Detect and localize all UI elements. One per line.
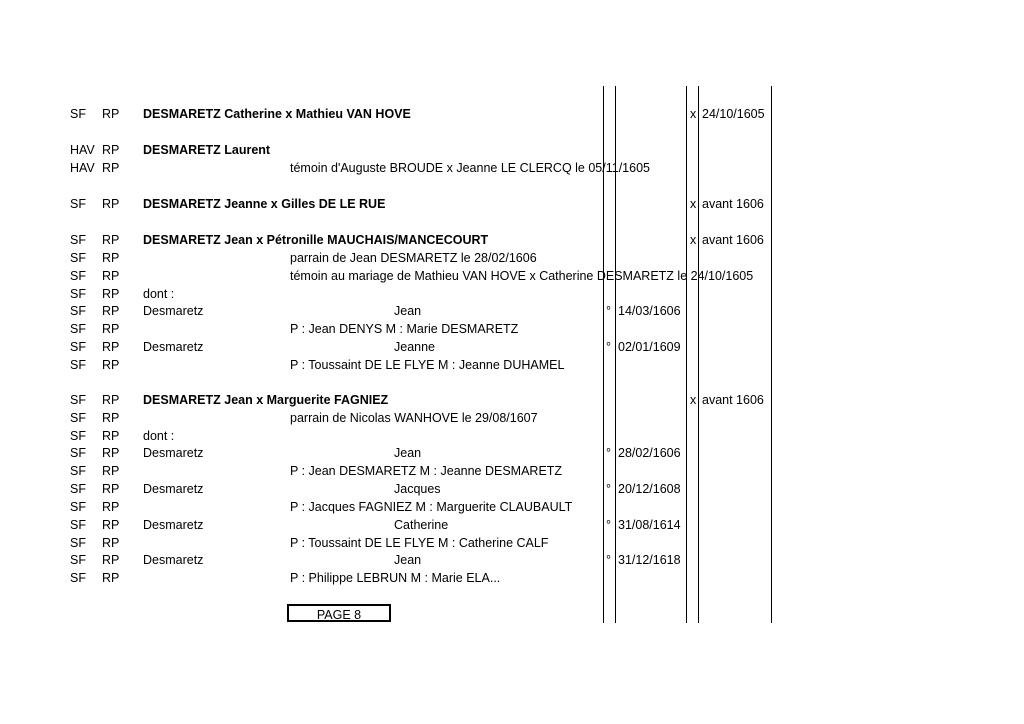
marriage-mark: x [690,233,697,247]
origin-code: SF [70,571,86,585]
origin-code: SF [70,553,86,567]
origin-code: SF [70,446,86,460]
origin-code: SF [70,536,86,550]
marriage-mark: x [690,107,697,121]
source-code: RP [102,446,120,460]
child-surname: Desmaretz [143,518,204,532]
table-row [0,391,1024,409]
entry-heading: DESMARETZ Jean x Marguerite FAGNIEZ [143,393,389,407]
child-firstname: Jacques [394,482,441,496]
source-code: RP [102,571,120,585]
entry-detail: P : Jean DESMARETZ M : Jeanne DESMARETZ [290,464,563,478]
origin-code: SF [70,233,86,247]
event-date: avant 1606 [702,197,764,211]
origin-code: SF [70,429,86,443]
origin-code: SF [70,500,86,514]
source-code: RP [102,197,120,211]
origin-code: SF [70,518,86,532]
entry-detail: parrain de Nicolas WANHOVE le 29/08/1607 [290,411,538,425]
table-row [0,498,1024,516]
origin-code: SF [70,340,86,354]
source-code: RP [102,340,120,354]
birth-mark: ° [606,518,611,532]
birth-mark: ° [606,553,611,567]
source-code: RP [102,107,120,121]
origin-code: SF [70,287,86,301]
entry-heading: DESMARETZ Catherine x Mathieu VAN HOVE [143,107,411,121]
source-code: RP [102,518,120,532]
source-code: RP [102,287,120,301]
source-code: RP [102,161,120,175]
source-code: RP [102,233,120,247]
source-code: RP [102,269,120,283]
table-row [0,409,1024,427]
table-row [0,231,1024,249]
child-surname: Desmaretz [143,304,204,318]
entry-detail: P : Jean DENYS M : Marie DESMARETZ [290,322,519,336]
event-date: 24/10/1605 [702,107,765,121]
entry-detail: P : Toussaint DE LE FLYE M : Jeanne DUHAMEL [290,358,565,372]
birth-mark: ° [606,482,611,496]
marriage-mark: x [690,393,697,407]
entry-detail: témoin au mariage de Mathieu VAN HOVE x Catherine DESMARETZ le 24/10/1605 [290,269,754,283]
child-firstname: Jean [394,553,422,567]
birth-date: 31/08/1614 [618,518,681,532]
table-row [0,551,1024,569]
birth-mark: ° [606,446,611,460]
child-surname: Desmaretz [143,340,204,354]
child-firstname: Jeanne [394,340,436,354]
table-row [0,159,1024,177]
origin-code: SF [70,197,86,211]
birth-date: 02/01/1609 [618,340,681,354]
child-surname: dont : [143,287,175,301]
birth-mark: ° [606,340,611,354]
child-surname: Desmaretz [143,446,204,460]
source-code: RP [102,482,120,496]
table-row [0,105,1024,123]
source-code: RP [102,464,120,478]
marriage-mark: x [690,197,697,211]
origin-code: SF [70,411,86,425]
table-row [0,516,1024,534]
origin-code: SF [70,107,86,121]
origin-code: SF [70,482,86,496]
child-surname: dont : [143,429,175,443]
entry-detail: P : Jacques FAGNIEZ M : Marguerite CLAUBAULT [290,500,573,514]
birth-mark: ° [606,304,611,318]
birth-date: 14/03/1606 [618,304,681,318]
table-row [0,285,1024,303]
origin-code: SF [70,251,86,265]
table-row [0,195,1024,213]
table-row [0,356,1024,374]
source-code: RP [102,411,120,425]
table-row [0,480,1024,498]
entry-heading: DESMARETZ Jeanne x Gilles DE LE RUE [143,197,386,211]
source-code: RP [102,429,120,443]
origin-code: SF [70,322,86,336]
source-code: RP [102,553,120,567]
origin-code: SF [70,464,86,478]
origin-code: SF [70,304,86,318]
table-row [0,302,1024,320]
source-code: RP [102,304,120,318]
entry-detail: P : Philippe LEBRUN M : Marie ELA... [290,571,501,585]
source-code: RP [102,322,120,336]
child-firstname: Jean [394,304,422,318]
entry-heading: DESMARETZ Jean x Pétronille MAUCHAIS/MANCECOURT [143,233,489,247]
entry-detail: témoin d'Auguste BROUDE x Jeanne LE CLERCQ le 05/11/1605 [290,161,650,175]
source-code: RP [102,500,120,514]
event-date: avant 1606 [702,233,764,247]
child-firstname: Catherine [394,518,449,532]
child-surname: Desmaretz [143,553,204,567]
origin-code: SF [70,358,86,372]
origin-code: SF [70,393,86,407]
source-code: RP [102,358,120,372]
table-row [0,338,1024,356]
entry-detail: parrain de Jean DESMARETZ le 28/02/1606 [290,251,537,265]
event-date: avant 1606 [702,393,764,407]
table-row [0,267,1024,285]
birth-date: 28/02/1606 [618,446,681,460]
entry-heading: DESMARETZ Laurent [143,143,271,157]
table-row [0,427,1024,445]
origin-code: SF [70,269,86,283]
table-row [0,141,1024,159]
page-number-box: PAGE 8 [287,604,391,622]
table-row [0,320,1024,338]
origin-code: HAV [70,143,95,157]
birth-date: 31/12/1618 [618,553,681,567]
table-row [0,249,1024,267]
source-code: RP [102,536,120,550]
source-code: RP [102,143,120,157]
source-code: RP [102,393,120,407]
table-row [0,444,1024,462]
child-firstname: Jean [394,446,422,460]
child-surname: Desmaretz [143,482,204,496]
table-row [0,462,1024,480]
birth-date: 20/12/1608 [618,482,681,496]
table-row [0,534,1024,552]
origin-code: HAV [70,161,95,175]
entry-detail: P : Toussaint DE LE FLYE M : Catherine CALF [290,536,549,550]
source-code: RP [102,251,120,265]
table-row [0,569,1024,587]
